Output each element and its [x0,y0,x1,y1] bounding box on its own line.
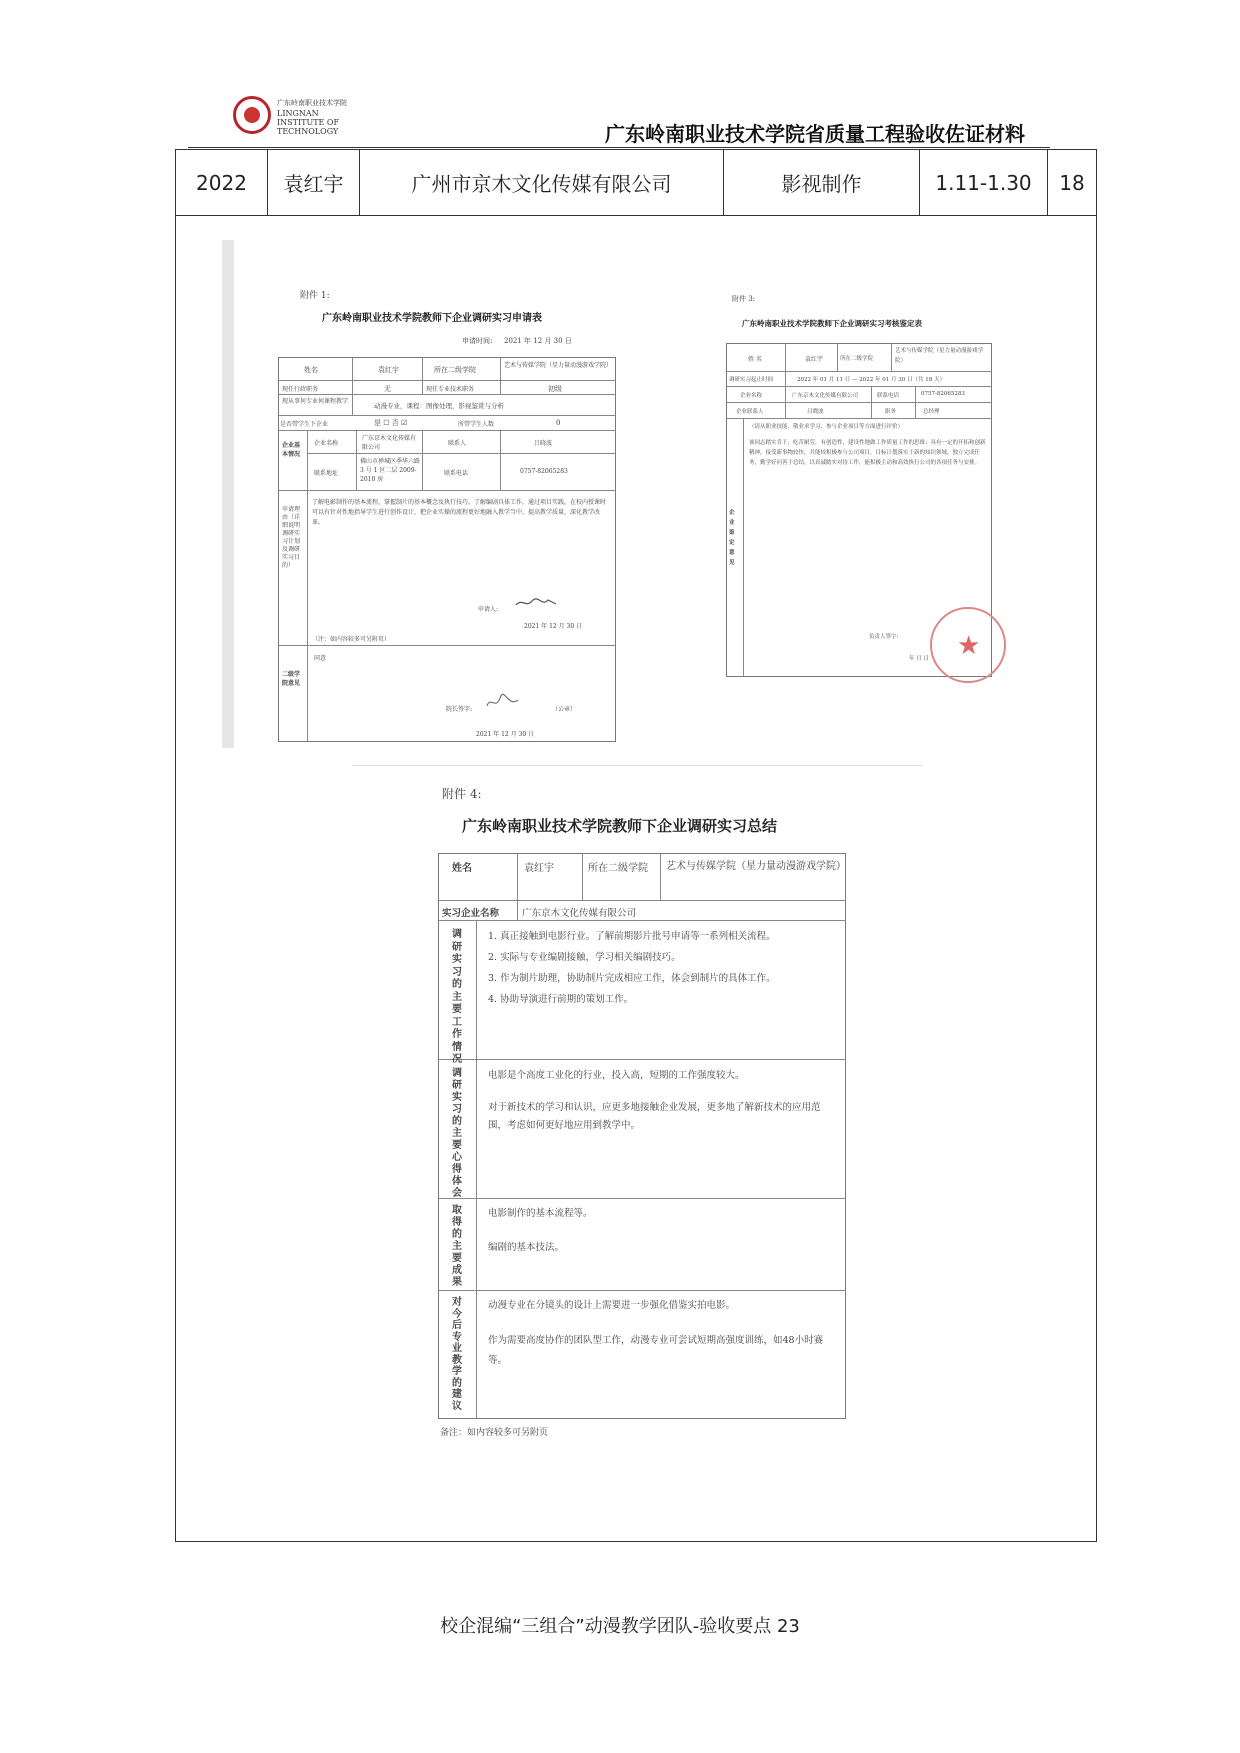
doc1-dean-label: 院长签字: [446,706,473,713]
doc3-name: 袁红宇 [524,863,554,874]
doc1-title: 广东岭南职业技术学院教师下企业调研实习申请表 [322,313,542,324]
doc3-work-item-4: 4. 协助导演进行前期的策划工作。 [488,994,634,1005]
doc1-students-label: 所带学生人数 [458,421,495,428]
applicant-signature [514,596,558,610]
doc3-result-item-2: 编剧的基本技法。 [488,1242,565,1253]
period-cell: 1.11-1.30 [920,150,1048,215]
doc2-leader: 吕晓波 [807,409,824,415]
doc3-dept-label: 所在二级学院 [588,863,648,874]
doc2-job: 总经理 [923,409,940,415]
field-cell: 影视制作 [724,150,920,215]
doc1-title-val: 初级 [548,385,562,393]
doc1-addr-label: 联系地址 [314,470,339,477]
doc2-ent: 广东京木文化传媒有限公司 [792,393,859,399]
doc2-eval-head: （请从职业技能、敬业求学习、参与企业项目等方面进行评价） [749,424,904,430]
doc3-attachment: 附件 4: [442,787,482,801]
page-footer: 校企混编“三组合”动漫教学团队-验收要点 23 [440,1616,800,1637]
doc1-attachment: 附件 1: [300,291,330,301]
doc3-dept: 艺术与传媒学院（星力量动漫游戏学院） [666,861,846,872]
doc1-phone-label: 联系电话 [444,470,469,477]
info-row [176,150,1096,216]
doc1-ent-name-label: 企业名称 [314,440,339,447]
doc3-work-label: 调研实习的主要工作情况 [452,929,462,1065]
doc1-lead: 是 ☐ 否 ☑ [374,419,408,427]
seal-star-icon: ★ [957,631,981,661]
doc1-lead-label: 是否带学生下企业 [280,421,329,428]
logo-en-text: LINGNAN INSTITUTE OF TECHNOLOGY [277,109,340,136]
doc1-position-label: 现任行政职务 [282,386,319,393]
doc2-period: 2022 年 01 月 11 日 — 2022 年 01 月 30 日（共 18 天） [797,377,945,383]
doc1-date-label: 申请时间: [462,337,493,345]
doc3-exp-item-1: 电影是个高度工业化的行业，投入高，短期的工作强度较大。 [488,1070,745,1081]
doc1-position: 无 [384,385,391,393]
header-divider [188,147,1050,148]
doc1-contact: 吕晓波 [534,440,553,447]
doc1-note: （注：如内容较多可另附页） [312,636,391,643]
doc3-name-label: 姓名 [452,863,472,874]
doc2-dept-label: 所在二级学院 [840,356,874,362]
doc3-exp-label: 调研实习的主要心得体会 [452,1068,462,1199]
doc1-name: 袁红宇 [378,366,399,374]
doc3-work-item-1: 1. 真正接触到电影行业。了解前期影片批号申请等一系列相关流程。 [488,931,776,942]
teacher-name-cell: 袁红宇 [268,150,360,215]
doc1-college-date: 2021 年 12 月 30 日 [476,731,535,738]
dean-signature [484,692,522,712]
scan-edge [222,240,234,748]
college-logo [233,96,363,136]
application-form-scan [222,240,642,748]
doc2-date: 年 月 日 [909,656,929,662]
doc3-exp-item-2: 对于新技术的学习和认识，应更多地接触企业发展，更多地了解新技术的应用范围，考虑如何更好地应用到教学中。 [488,1102,821,1131]
doc1-reason-label: 申请理由（详细说明调研实习计划及调研实习目的） [282,506,301,569]
doc2-ent-label: 企业名称 [740,393,763,399]
doc1-date: 2021 年 12 月 30 日 [504,337,572,345]
doc1-students: 0 [556,419,561,427]
page-header-title: 广东岭南职业技术学院省质量工程验收佐证材料 [605,122,1025,146]
doc3-result-item-1: 电影制作的基本流程等。 [488,1208,593,1219]
company-seal [930,607,1006,683]
doc2-phone-label: 联系电话 [877,393,900,399]
doc1-title-label: 现任专业技术职务 [426,386,475,393]
doc1-reason: 了解电影制作的基本流程，掌握制片的基本概念及执行技巧，了解编剧具体工作，通过项目实践，在校内授课时可以有针对性地指导学生进行创作设计，把企业实操的流程更好地融入教学当中，提高教学质量，深化教学改革。 [312,499,607,526]
doc1-applicant-label: 申请人: [478,606,499,613]
doc3-ent: 广东京木文化传媒有限公司 [522,908,637,919]
doc1-college-label: 二级学院意见 [282,671,301,687]
count-cell: 18 [1059,170,1085,195]
doc2-eval-label: 企业鉴定意见 [729,510,735,566]
summary-form-scan [352,765,922,1445]
doc1-major-label: 现从事何专业何课程教学 [282,398,349,405]
doc1-phone: 0757-82065283 [520,468,568,475]
doc1-name-label: 姓名 [304,366,318,374]
doc2-attachment: 附件 3: [732,295,756,303]
doc3-advice-label: 对今后专业教学的建议 [452,1297,462,1412]
college-seal-icon [233,96,271,134]
doc2-job-label: 职务 [885,409,897,415]
doc3-ent-label: 实习企业名称 [442,908,500,919]
doc3-advice-item-1: 动漫专业在分镜头的设计上需要进一步强化借鉴实拍电影。 [488,1300,736,1311]
company-cell: 广州市京木文化传媒有限公司 [360,150,724,215]
doc1-ent-name: 广东京木文化传媒有限公司 [362,435,417,451]
doc3-advice-item-2: 作为需要高度协作的团队型工作，动漫专业可尝试短期高强度训练，如48小时赛等。 [488,1335,824,1366]
doc1-ent-label: 企业基本情况 [282,442,301,458]
doc1-contact-label: 联系人 [448,440,467,447]
doc3-title: 广东岭南职业技术学院教师下企业调研实习总结 [462,817,778,835]
logo-cn-text: 广东岭南职业技术学院 [277,99,347,107]
doc1-college-opinion: 同意 [314,655,327,662]
year-cell: 2022 [176,150,268,215]
doc1-dept-label: 所在二级学院 [434,366,476,374]
doc2-phone: 0757-82065283 [921,391,965,397]
doc2-eval-text: 该同志踏实肯干，吃苦耐劳，有创造性，建设性地做工作质量工作的思维；具有一定的开拓和创新精神，接受新事物较快，并能较积极参与公司项目，目标计划落实于新的知识领域，独立完成任务，勤学好问善于总结，以真诚踏实对待工作，能积极主动和高效执行公司的各项任务与安排。 [749,440,986,466]
doc2-name: 袁红宇 [805,356,824,363]
doc3-work-item-3: 3. 作为制片助理，协助制片完成相应工作，体会到制片的具体工作。 [488,973,776,984]
doc2-resp-label: 负责人签字: [869,634,899,640]
doc1-dept: 艺术与传媒学院（星力量动漫游戏学院） [504,362,613,369]
doc1-major: 动漫专业，课程：图像处理，影视鉴赏与分析 [374,402,504,410]
doc3-work-item-2: 2. 实际与专业编剧接触，学习相关编剧技巧。 [488,952,681,963]
doc3-note: 备注：如内容较多可另附页 [440,1428,549,1438]
doc2-title: 广东岭南职业技术学院教师下企业调研实习考核鉴定表 [742,319,922,328]
doc3-result-label: 取得的主要成果 [452,1205,462,1288]
doc1-stamp-label: （公章） [552,706,577,713]
doc1-addr: 佛山市禅城区季华六路 3 号 1 区二层 2009-2010 房 [360,458,421,483]
doc1-applicant-date: 2021 年 12 月 30 日 [524,623,583,630]
doc2-name-label: 姓 名 [748,356,762,363]
doc2-leader-label: 企业联系人 [736,409,764,415]
doc2-period-label: 调研实习起止时间 [729,377,774,383]
doc2-dept: 艺术与传媒学院（星力量动漫游戏学院） [895,348,984,364]
doc3-top-rule [352,765,922,766]
